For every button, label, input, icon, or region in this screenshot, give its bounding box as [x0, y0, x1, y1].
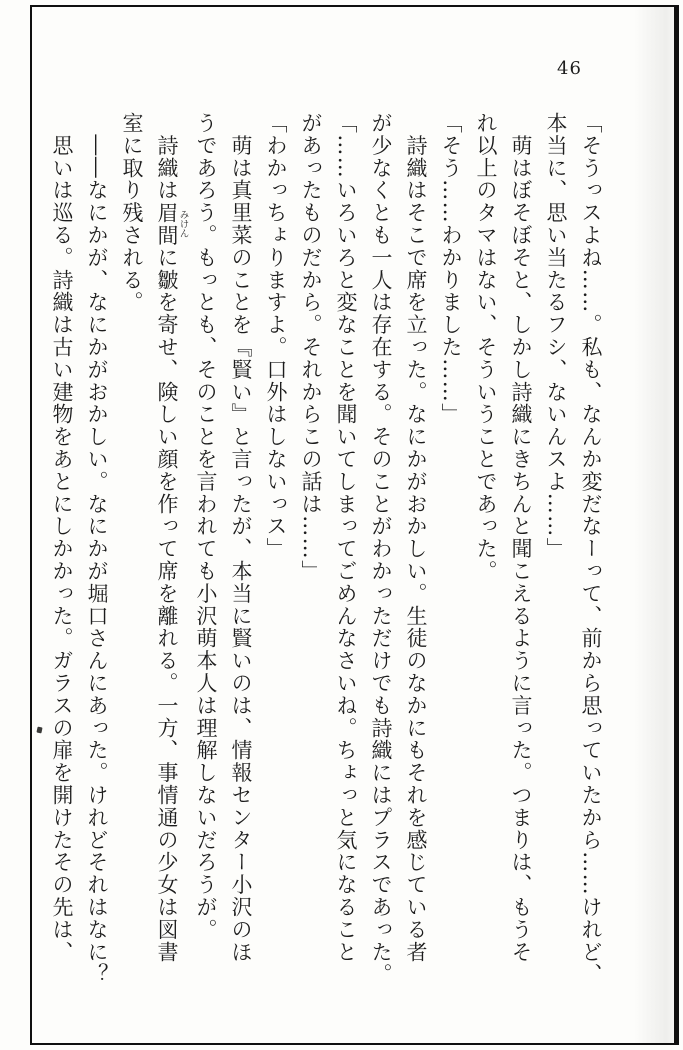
text-column-3: 萌はぼそぼそと、しかし詩織にきちんと聞こえるように言った。つまりは、もうそ [509, 112, 533, 964]
text-column-6: 詩織はそこで席を立った。なにかがおかしい。生徒のなかにもそれを感じている者 [404, 112, 428, 964]
text-column-16: 思いは巡る。詩織は古い建物をあとにしかかった。ガラスの扉を開けたその先は、 [50, 112, 74, 964]
text-column-1: 「そうっスよね……。私も、なんか変だなーって、前から思っていたから……けれど、 [579, 112, 603, 986]
text-column-14: 室に取り残される。 [120, 112, 144, 314]
text-column-13: 詩織は眉間みけんに皺を寄せ、険しい顔を作って席を離れる。一方、事情通の少女は図書 [155, 112, 189, 964]
text-column-11: 萌は真里菜のことを『賢い』と言ったが、本当に賢いのは、情報センター小沢のほ [229, 112, 253, 964]
text-column-8: 「……いろいろと変なことを聞いてしまってごめんなさいね。ちょっと気になること [334, 112, 358, 964]
text-column-10: 「わかっちょりますよ。口外はしないっス」 [264, 112, 288, 560]
text-column-9: があったものだから。それからこの話は……」 [299, 112, 323, 583]
scan-artifact [36, 727, 42, 734]
text-column-5: 「そう……わかりました……」 [439, 112, 463, 426]
text-column-4: れ以上のタマはない、そういうことであった。 [474, 112, 498, 583]
text-column-15: ――なにかが、なにかがおかしい。なにかが堀口さんにあった。けれどそれはなに？ [85, 112, 109, 986]
gutter-shadow [634, 7, 674, 1043]
text-block [48, 112, 608, 1018]
page-number: 46 [557, 58, 582, 79]
furigana-ruby: 眉間みけん [155, 201, 189, 247]
text-column-7: が少なくとも一人は存在する。そのことがわかっただけでも詩織にはプラスであった。 [369, 112, 393, 986]
text-column-2: 本当に、思い当たるフシ、ないんスよ……」 [544, 112, 568, 560]
furigana-text: みけん [177, 201, 189, 247]
text-column-12: うであろう。もっとも、そのことを言われても小沢萌本人は理解しないだろうが。 [194, 112, 218, 941]
